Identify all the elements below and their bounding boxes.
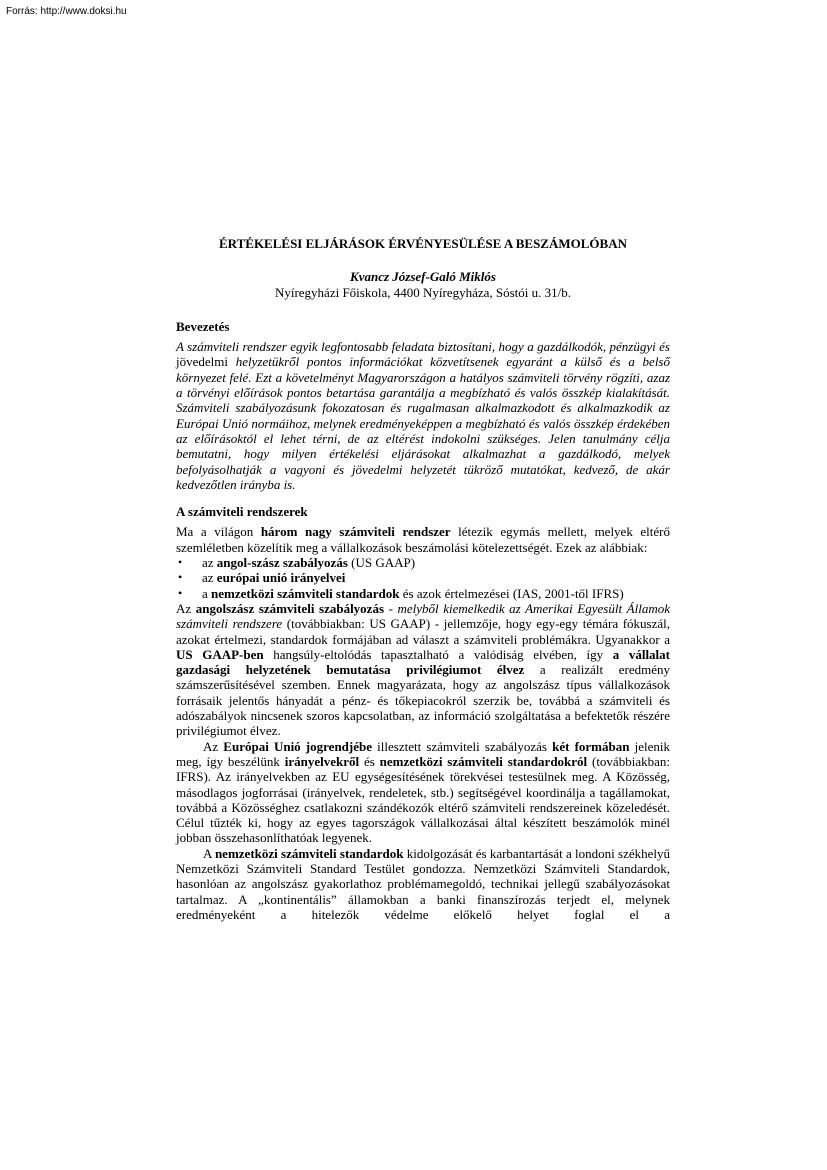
bold-run: a vállalat gazdasági helyzetének bemutatása privilégiumot élvez [176,646,670,678]
bold-run: angol-szász szabályozás [216,555,348,571]
text-run: Az [176,600,196,616]
source-note: Forrás: http://www.doksi.hu [6,6,127,17]
text-run: az [202,570,217,586]
italic-run: melyből kiemelkedik az Amerikai Egyesült Államok számviteli rendszere [176,600,670,632]
bold-run: Európai Unió jogrendjébe [223,738,373,754]
list-item [176,586,670,601]
affiliation: Nyíregyházi Főiskola, 4400 Nyíregyháza, Sóstói u. 31/b. [274,284,572,300]
bold-run: nemzetközi számviteli standardok [214,845,404,861]
document-page [176,236,670,922]
list-item [176,570,670,585]
text-run: és azok értelmezései (IAS, 2001-től IFRS) [399,585,624,601]
text-run: létezik egymás mellett, melyek eltérő szemléletben közelítik meg a vállalkozások beszámolási kötelezettségét. Ezek az alábbiak: [176,524,670,555]
text-run: a [202,585,212,601]
text-run: és [359,753,380,769]
bold-run: két formában [552,738,630,754]
text-run: (továbbiakban: US GAAP) - jellemzője, hogy egy-egy témára fókuszál, azokat értelmezi, standardok formájában ad választ a számviteli problémákra. Ugyanakkor a [176,616,671,647]
intro-paragraph [176,339,670,492]
section-heading: A számviteli rendszerek [176,504,308,520]
text-run: hangsúly-eltolódás tapasztalható a valódiság elvében, így [263,646,613,662]
bullet-icon: • [178,570,183,585]
text-run: - [384,600,398,616]
intro-text-1: A számviteli rendszer egyik legfontosabb feladata biztosítani, hogy a gazdálkodók, pénzügyi és [176,339,670,355]
bold-run: nemzetközi számviteli standardok [211,585,400,601]
section-paragraph-1 [176,524,670,555]
intro-heading: Bevezetés [176,318,230,334]
bold-run: irányelvekről [284,753,360,769]
bold-run: angolszász számviteli szabályozás [195,600,385,616]
section-paragraph-2 [176,601,670,739]
bullet-icon: • [178,555,183,570]
bold-run: három nagy számviteli rendszer [260,524,451,540]
bold-run: nemzetközi számviteli standardokról [379,753,588,769]
text-run: jelenik meg, így beszélünk [176,738,670,769]
text-run: Ma a világon [176,524,261,540]
text-run: illesztett számviteli szabályozás [372,738,553,754]
text-run: (továbbiakban: IFRS). Az irányelvekben az EU egységesítésének törekvései testesülnek meg. A Közösség, másodlagos jogforrásai (irányelvek, rendeletek, stb.) segítségével koordinálja a tagállamokat, továbbá a Közösséghez csatlakozni szándékozók eltérő számviteli rendszereinek közeledését. Célul tűzték ki, hogy az egyes tagországok vállalkozásai által készített beszámolók minél jobban összehasonlíthatóak legyenek. [176,753,670,846]
intro-text-3: helyzetükről pontos információkat közvetítsenek egyaránt a külső és a belső környezet felé. Ezt a követelményt Magyarországon a hatályos számviteli törvény rögzíti, azaz a törvényi előírások pontos betartása garantálja a megbízható és valós összkép kialakítását. Számviteli szabályozásunk fokozatosan és rugalmasan alkalmazkodott és alkalmazkodik az Európai Unió normáihoz, melynek eredményeképpen a megbízható és valós összkép érdekében az előírásoktól el lehet térni, de az eltérést indokolni szükséges. Jelen tanulmány célja bemutatni, hogy milyen értékelési eljárásokat alkalmazhat a gazdálkodó, melyek befolyásolhatják a vagyoni és jövedelmi helyzetét tükröző mutatókat, kedvező, de akár kedvezőtlen irányba is. [176,354,670,492]
list-item [176,555,670,570]
text-run: az [202,555,217,571]
system-list [176,555,670,601]
text-run: A [203,845,215,861]
bullet-icon: • [178,585,183,600]
text-run: a realizált eredmény számszerűsítésével szemben. Ennek magyarázata, hogy az angolszász típus vállalkozások forrásaik jelentős hányadát a pénz- és tőkepiacokról szerzik be, továbbá a számviteli és adószabályok nincsenek szoros kapcsolatban, az információ szolgáltatása a befektetők részére privilégiumot élvez. [176,662,670,739]
authors: Kvancz József-Galó Miklós [350,269,496,285]
text-run: kidolgozását és karbantartását a londoni székhelyű Nemzetközi Számviteli Standard Testület gondozza. Nemzetközi Számviteli Standardok, hasonlóan az angolszász gyakorlathoz problémamegoldó, technikai jellegű szabályozásokat tartalmaz. A „kontinentális” államokban a banki finanszírozás terjedt el, melynek eredményeként a hitelezők védelme előkelő helyet foglal el a [176,845,671,922]
text-run: Az [203,738,224,754]
section-paragraph-4 [176,846,670,922]
section-paragraph-3 [176,739,670,846]
bold-run: US GAAP-ben [176,646,264,662]
text-run: (US GAAP) [347,555,416,571]
bold-run: európai unió irányelvei [216,570,346,586]
paper-title: ÉRTÉKELÉSI ELJÁRÁSOK ÉRVÉNYESÜLÉSE A BESZÁMOLÓBAN [219,236,627,251]
intro-text-2: jövedelmi [176,354,228,370]
